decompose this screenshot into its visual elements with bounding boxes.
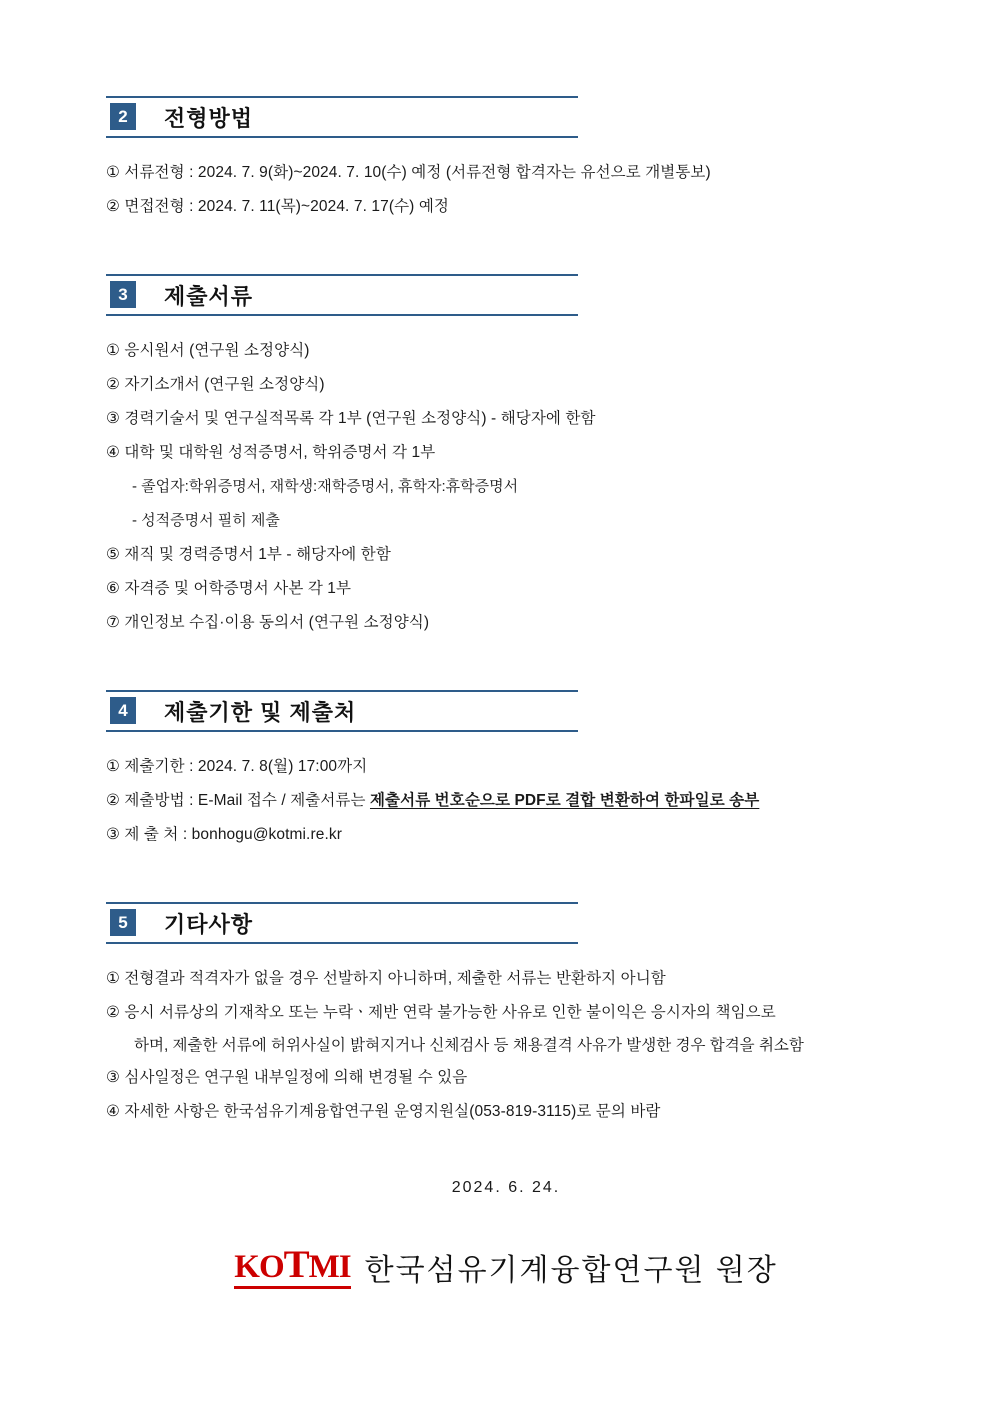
section-header <box>106 690 578 732</box>
section-item-list <box>106 750 906 852</box>
list-item: ① 제출기한 : 2024. 7. 8(월) 17:00까지 <box>106 758 368 775</box>
section-title: 제출기한 및 제출처 <box>164 700 357 725</box>
list-item: ③ 경력기술서 및 연구실적목록 각 1부 (연구원 소정양식) - 해당자에 한함 <box>106 410 596 427</box>
section-other-matters <box>106 902 906 1129</box>
document-date: 2024. 6. 24. <box>451 1179 561 1196</box>
section-item-list <box>106 962 906 1129</box>
section-transformation-method <box>106 96 906 224</box>
section-bottom-rule <box>106 942 578 944</box>
section-top-rule <box>106 274 578 276</box>
logo-text-tall: T <box>283 1243 309 1287</box>
spacer <box>106 856 906 902</box>
list-item: ① 전형결과 적격자가 없을 경우 선발하지 아니하며, 제출한 서류는 반환하지 아니함 <box>106 970 666 987</box>
section-bottom-rule <box>106 730 578 732</box>
list-item: ① 응시원서 (연구원 소정양식) <box>106 342 310 359</box>
section-title: 기타사항 <box>164 912 254 937</box>
section-header <box>106 96 578 138</box>
list-item: ④ 대학 및 대학원 성적증명서, 학위증명서 각 1부 <box>106 444 436 461</box>
section-header <box>106 274 578 316</box>
sub-list-item: - 졸업자:학위증명서, 재학생:재학증명서, 휴학자:휴학증명서 <box>132 478 519 495</box>
section-top-rule <box>106 690 578 692</box>
organization-signature <box>106 1245 906 1289</box>
section-bottom-rule <box>106 136 578 138</box>
section-submission-deadline <box>106 690 906 852</box>
section-required-documents <box>106 274 906 640</box>
section-item-list <box>106 334 906 640</box>
submission-method-line <box>106 784 906 818</box>
list-item: ⑦ 개인정보 수집·이용 동의서 (연구원 소정양식) <box>106 614 430 631</box>
list-item: ⑤ 재직 및 경력증명서 1부 - 해당자에 한함 <box>106 546 391 563</box>
section-title: 전형방법 <box>164 106 254 131</box>
section-number-badge: 2 <box>110 103 136 130</box>
section-number-badge: 4 <box>110 697 136 724</box>
contact-email-line: ③ 제 출 처 : bonhogu@kotmi.re.kr <box>106 826 342 843</box>
list-item: ② 면접전형 : 2024. 7. 11(목)~2024. 7. 17(수) 예정 <box>106 198 449 215</box>
section-bottom-rule <box>106 314 578 316</box>
spacer <box>106 228 906 274</box>
submission-method-emphasis: 제출서류 번호순으로 PDF로 결합 변환하여 한파일로 송부 <box>369 792 760 809</box>
list-item-continuation: 하며, 제출한 서류에 허위사실이 밝혀지거나 신체검사 등 채용결격 사유가 발생한 경우 합격을 취소함 <box>134 1037 804 1054</box>
submission-method-prefix: ② 제출방법 : E-Mail 접수 / 제출서류는 <box>106 792 370 809</box>
document-content <box>106 96 906 1289</box>
section-header <box>106 902 578 944</box>
list-item: ② 응시 서류상의 기재착오 또는 누락ㆍ제반 연락 불가능한 사유로 인한 불이익은 응시자의 책임으로 <box>106 1004 776 1021</box>
section-number-badge: 3 <box>110 281 136 308</box>
list-item: ④ 자세한 사항은 한국섬유기계융합연구원 운영지원실(053-819-3115)로 문의 바람 <box>106 1103 661 1120</box>
list-item: ⑥ 자격증 및 어학증명서 사본 각 1부 <box>106 580 352 597</box>
section-title: 제출서류 <box>164 284 254 309</box>
section-top-rule <box>106 902 578 904</box>
spacer <box>106 644 906 690</box>
list-item: ① 서류전형 : 2024. 7. 9(화)~2024. 7. 10(수) 예정 (서류전형 합격자는 유선으로 개별통보) <box>106 164 711 181</box>
section-top-rule <box>106 96 578 98</box>
logo-text-pre: KO <box>234 1249 284 1286</box>
section-number-badge: 5 <box>110 909 136 936</box>
organization-name: 한국섬유기계융합연구원 원장 <box>364 1254 778 1287</box>
kotmi-logo <box>234 1245 350 1289</box>
list-item: ③ 심사일정은 연구원 내부일정에 의해 변경될 수 있음 <box>106 1069 468 1086</box>
section-item-list <box>106 156 906 224</box>
sub-list-item: - 성적증명서 필히 제출 <box>132 512 280 529</box>
logo-text-post: MI <box>308 1249 351 1286</box>
list-item: ② 자기소개서 (연구원 소정양식) <box>106 376 325 393</box>
